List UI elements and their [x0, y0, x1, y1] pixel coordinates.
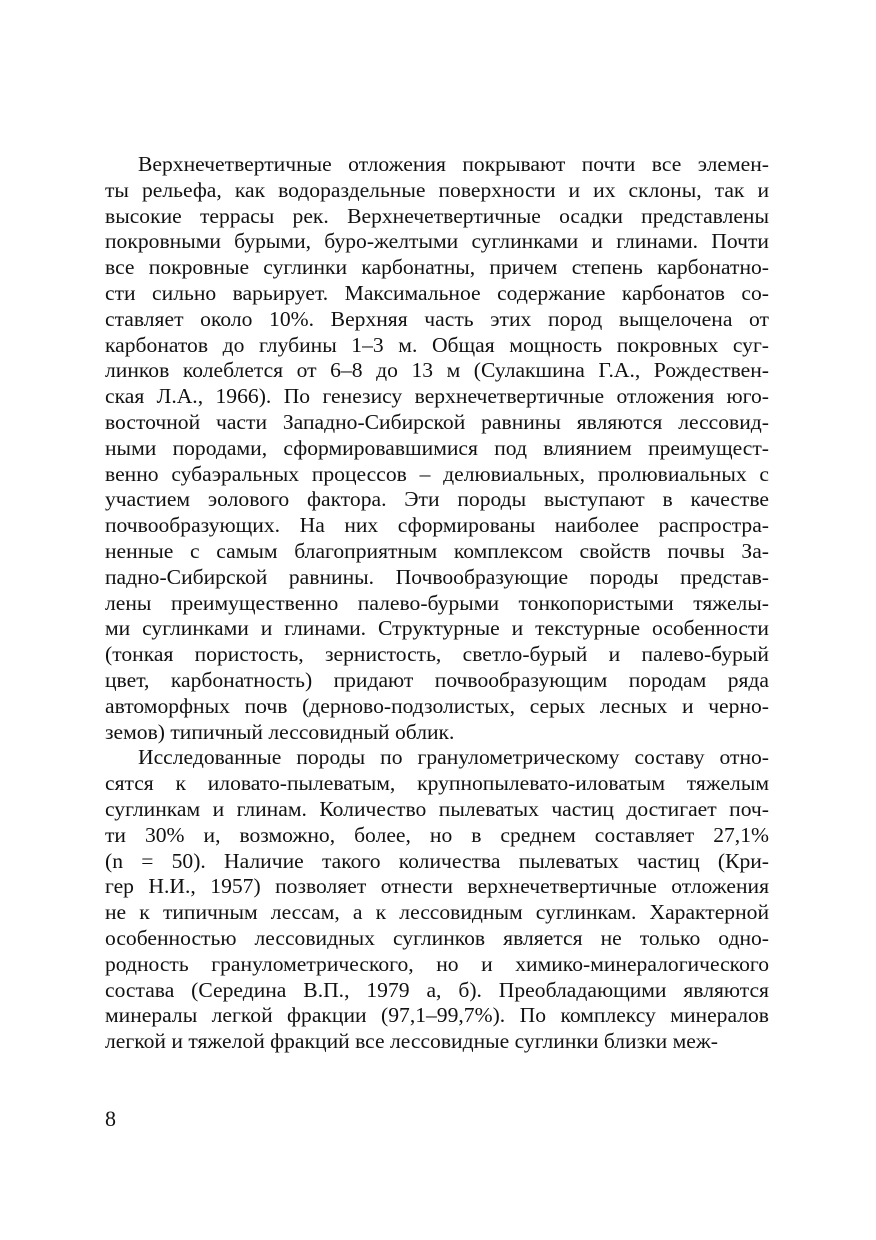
text-line: карбонатов до глубины 1–3 м. Общая мощность покровных суг- [105, 332, 769, 357]
text-line: падно-Сибирской равнины. Почвообразующие породы представ- [105, 564, 769, 589]
text-line: особенностью лессовидных суглинков является не только одно- [105, 925, 769, 950]
text-line: ты рельефа, как водораздельные поверхности и их склоны, так и [105, 177, 769, 202]
text-line: лены преимущественно палево-бурыми тонкопористыми тяжелы- [105, 590, 769, 615]
text-line: состава (Середина В.П., 1979 а, б). Преобладающими являются [105, 977, 769, 1002]
page-number: 8 [105, 1106, 116, 1131]
paragraph-2 [105, 745, 769, 1055]
text-line: восточной части Западно-Сибирской равнины являются лессовид- [105, 409, 769, 434]
text-line: покровными бурыми, буро-желтыми суглинками и глинами. Почти [105, 229, 769, 254]
text-line: ными породами, сформировавшимися под влиянием преимущест- [105, 435, 769, 460]
text-line: венно субаэральных процессов – делювиальных, пролювиальных с [105, 461, 769, 486]
text-line: гер Н.И., 1957) позволяет отнести верхнечетвертичные отложения [105, 874, 769, 899]
text-line: сти сильно варьирует. Максимальное содержание карбонатов со- [105, 280, 769, 305]
text-line: ми суглинками и глинами. Структурные и текстурные особенности [105, 616, 769, 641]
text-line: автоморфных почв (дерново-подзолистых, серых лесных и черно- [105, 693, 769, 718]
text-line: ская Л.А., 1966). По генезису верхнечетвертичные отложения юго- [105, 384, 769, 409]
text-line: Исследованные породы по гранулометрическому составу отно- [138, 745, 769, 770]
text-line: линков колеблется от 6–8 до 13 м (Сулакшина Г.А., Рождествен- [105, 358, 769, 383]
text-line: участием эолового фактора. Эти породы выступают в качестве [105, 487, 769, 512]
text-line: (тонкая пористость, зернистость, светло-бурый и палево-бурый [105, 642, 769, 667]
text-line: не к типичным лессам, а к лессовидным суглинкам. Характерной [105, 900, 769, 925]
text-line: цвет, карбонатность) придают почвообразующим породам ряда [105, 667, 769, 692]
text-line: легкой и тяжелой фракций все лессовидные суглинки близки меж- [105, 1029, 718, 1054]
paragraph-1 [105, 152, 769, 745]
text-line: сятся к иловато-пылеватым, крупнопылевато-иловатым тяжелым [105, 771, 769, 796]
text-line: суглинкам и глинам. Количество пылеватых частиц достигает поч- [105, 796, 769, 821]
text-line: Верхнечетвертичные отложения покрывают почти все элемен- [138, 152, 769, 176]
text-line: высокие террасы рек. Верхнечетвертичные осадки представлены [105, 203, 769, 228]
text-line: ти 30% и, возможно, более, но в среднем составляет 27,1% [105, 822, 769, 847]
text-line: почвообразующих. На них сформированы наиболее распростра- [105, 513, 769, 538]
text-line: ставляет около 10%. Верхняя часть этих пород выщелочена от [105, 306, 769, 331]
text-line: (n = 50). Наличие такого количества пылеватых частиц (Кри- [105, 848, 769, 873]
text-line: минералы легкой фракции (97,1–99,7%). По комплексу минералов [105, 1003, 769, 1028]
text-line: родность гранулометрического, но и химико-минералогического [105, 951, 769, 976]
text-line: все покровные суглинки карбонатны, причем степень карбонатно- [105, 255, 769, 280]
body-text [105, 152, 769, 1055]
text-line: ненные с самым благоприятным комплексом свойств почвы За- [105, 538, 769, 563]
text-line: земов) типичный лессовидный облик. [105, 719, 455, 744]
